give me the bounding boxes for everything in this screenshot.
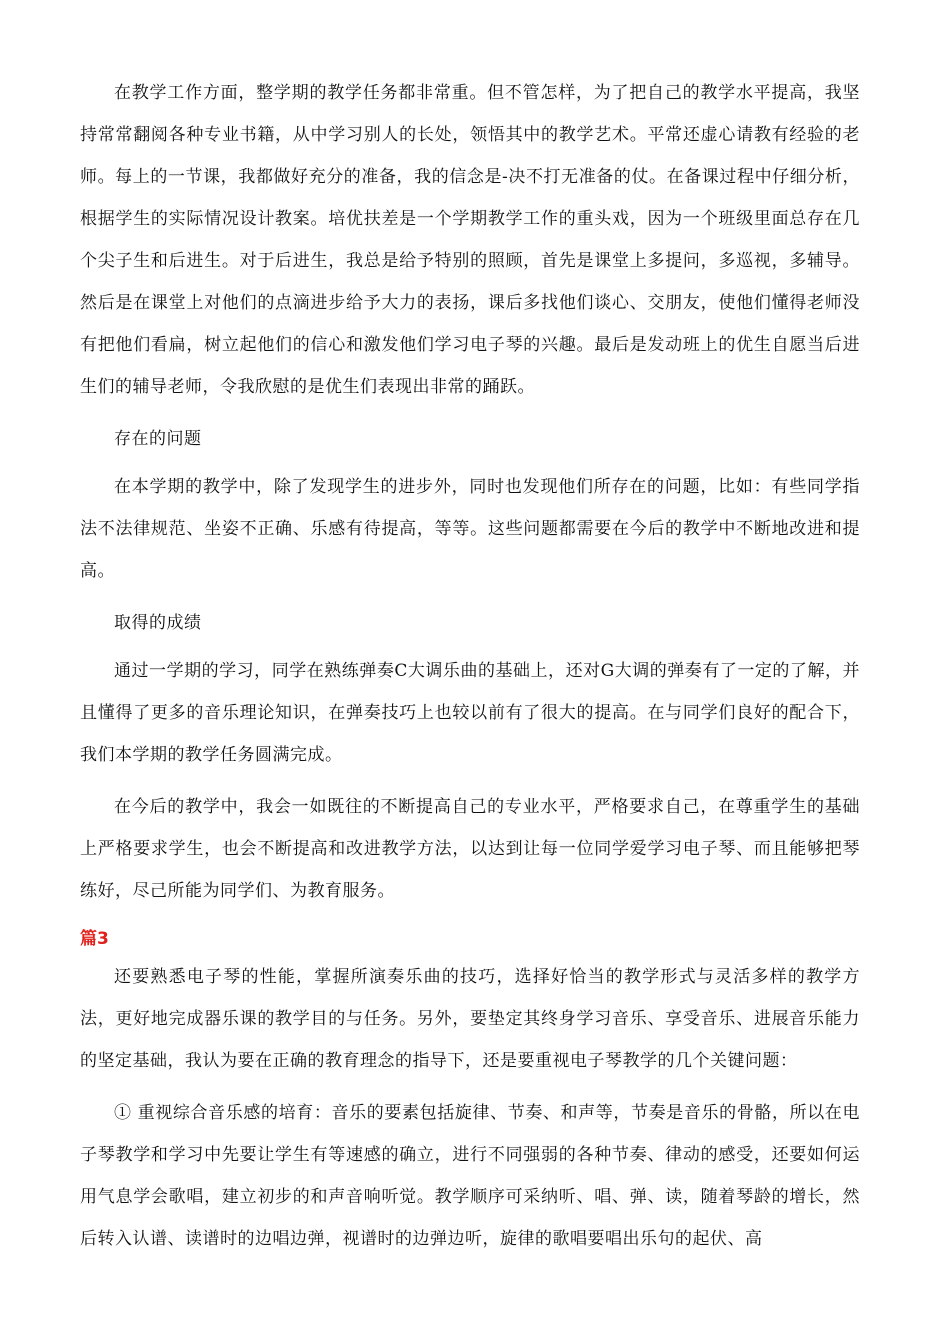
- paragraph-future-plans: 在今后的教学中，我会一如既往的不断提高自己的专业水平，严格要求自己，在尊重学生的基础上严格要求学生，也会不断提高和改进教学方法，以达到让每一位同学爱学习电子琴、而且能够把琴练好，尽己所能为同学们、为教育服务。: [80, 797, 860, 901]
- paragraph-teaching-work: 在教学工作方面，整学期的教学任务都非常重。但不管怎样，为了把自己的教学水平提高，我坚持常常翻阅各种专业书籍，从中学习别人的长处，领悟其中的教学艺术。平常还虚心请教有经验的老师。每上的一节课，我都做好充分的准备，我的信念是-决不打无准备的仗。在备课过程中仔细分析，根据学生的实际情况设计教案。培优扶差是一个学期教学工作的重头戏，因为一个班级里面总存在几个尖子生和后进生。对于后进生，我总是给予特别的照顾，首先是课堂上多提问，多巡视，多辅导。然后是在课堂上对他们的点滴进步给予大力的表扬，课后多找他们谈心、交朋友，使他们懂得老师没有把他们看扁，树立起他们的信心和激发他们学习电子琴的兴趣。最后是发动班上的优生自愿当后进生们的辅导老师，令我欣慰的是优生们表现出非常的踊跃。: [80, 83, 860, 397]
- section-title-part3: 篇3: [80, 929, 109, 949]
- heading-achievements: 取得的成绩: [114, 613, 202, 633]
- paragraph-section3-point1: ① 重视综合音乐感的培育：音乐的要素包括旋律、节奏、和声等，节奏是音乐的骨骼，所以在电子琴教学和学习中先要让学生有等速感的确立，进行不同强弱的各种节奏、律动的感受，还要如何运用气息学会歌唱，建立初步的和声音响听觉。教学顺序可采纳听、唱、弹、读，随着琴龄的增长，然后转入认谱、读谱时的边唱边弹，视谱时的边弹边听，旋律的歌唱要唱出乐句的起伏、高: [80, 1103, 860, 1249]
- paragraph-existing-problems: 在本学期的教学中，除了发现学生的进步外，同时也发现他们所存在的问题，比如：有些同学指法不法律规范、坐姿不正确、乐感有待提高，等等。这些问题都需要在今后的教学中不断地改进和提高。: [80, 477, 860, 581]
- document-page: [80, 72, 860, 1260]
- paragraph-achievements: 通过一学期的学习，同学在熟练弹奏C大调乐曲的基础上，还对G大调的弹奏有了一定的了解，并且懂得了更多的音乐理论知识，在弹奏技巧上也较以前有了很大的提高。在与同学们良好的配合下，我们本学期的教学任务圆满完成。: [80, 661, 860, 765]
- heading-existing-problems: 存在的问题: [114, 429, 202, 449]
- paragraph-section3-intro: 还要熟悉电子琴的性能，掌握所演奏乐曲的技巧，选择好恰当的教学形式与灵活多样的教学方法，更好地完成器乐课的教学目的与任务。另外，要垫定其终身学习音乐、享受音乐、进展音乐能力的坚定基础，我认为要在正确的教育理念的指导下，还是要重视电子琴教学的几个关键问题：: [80, 967, 860, 1071]
